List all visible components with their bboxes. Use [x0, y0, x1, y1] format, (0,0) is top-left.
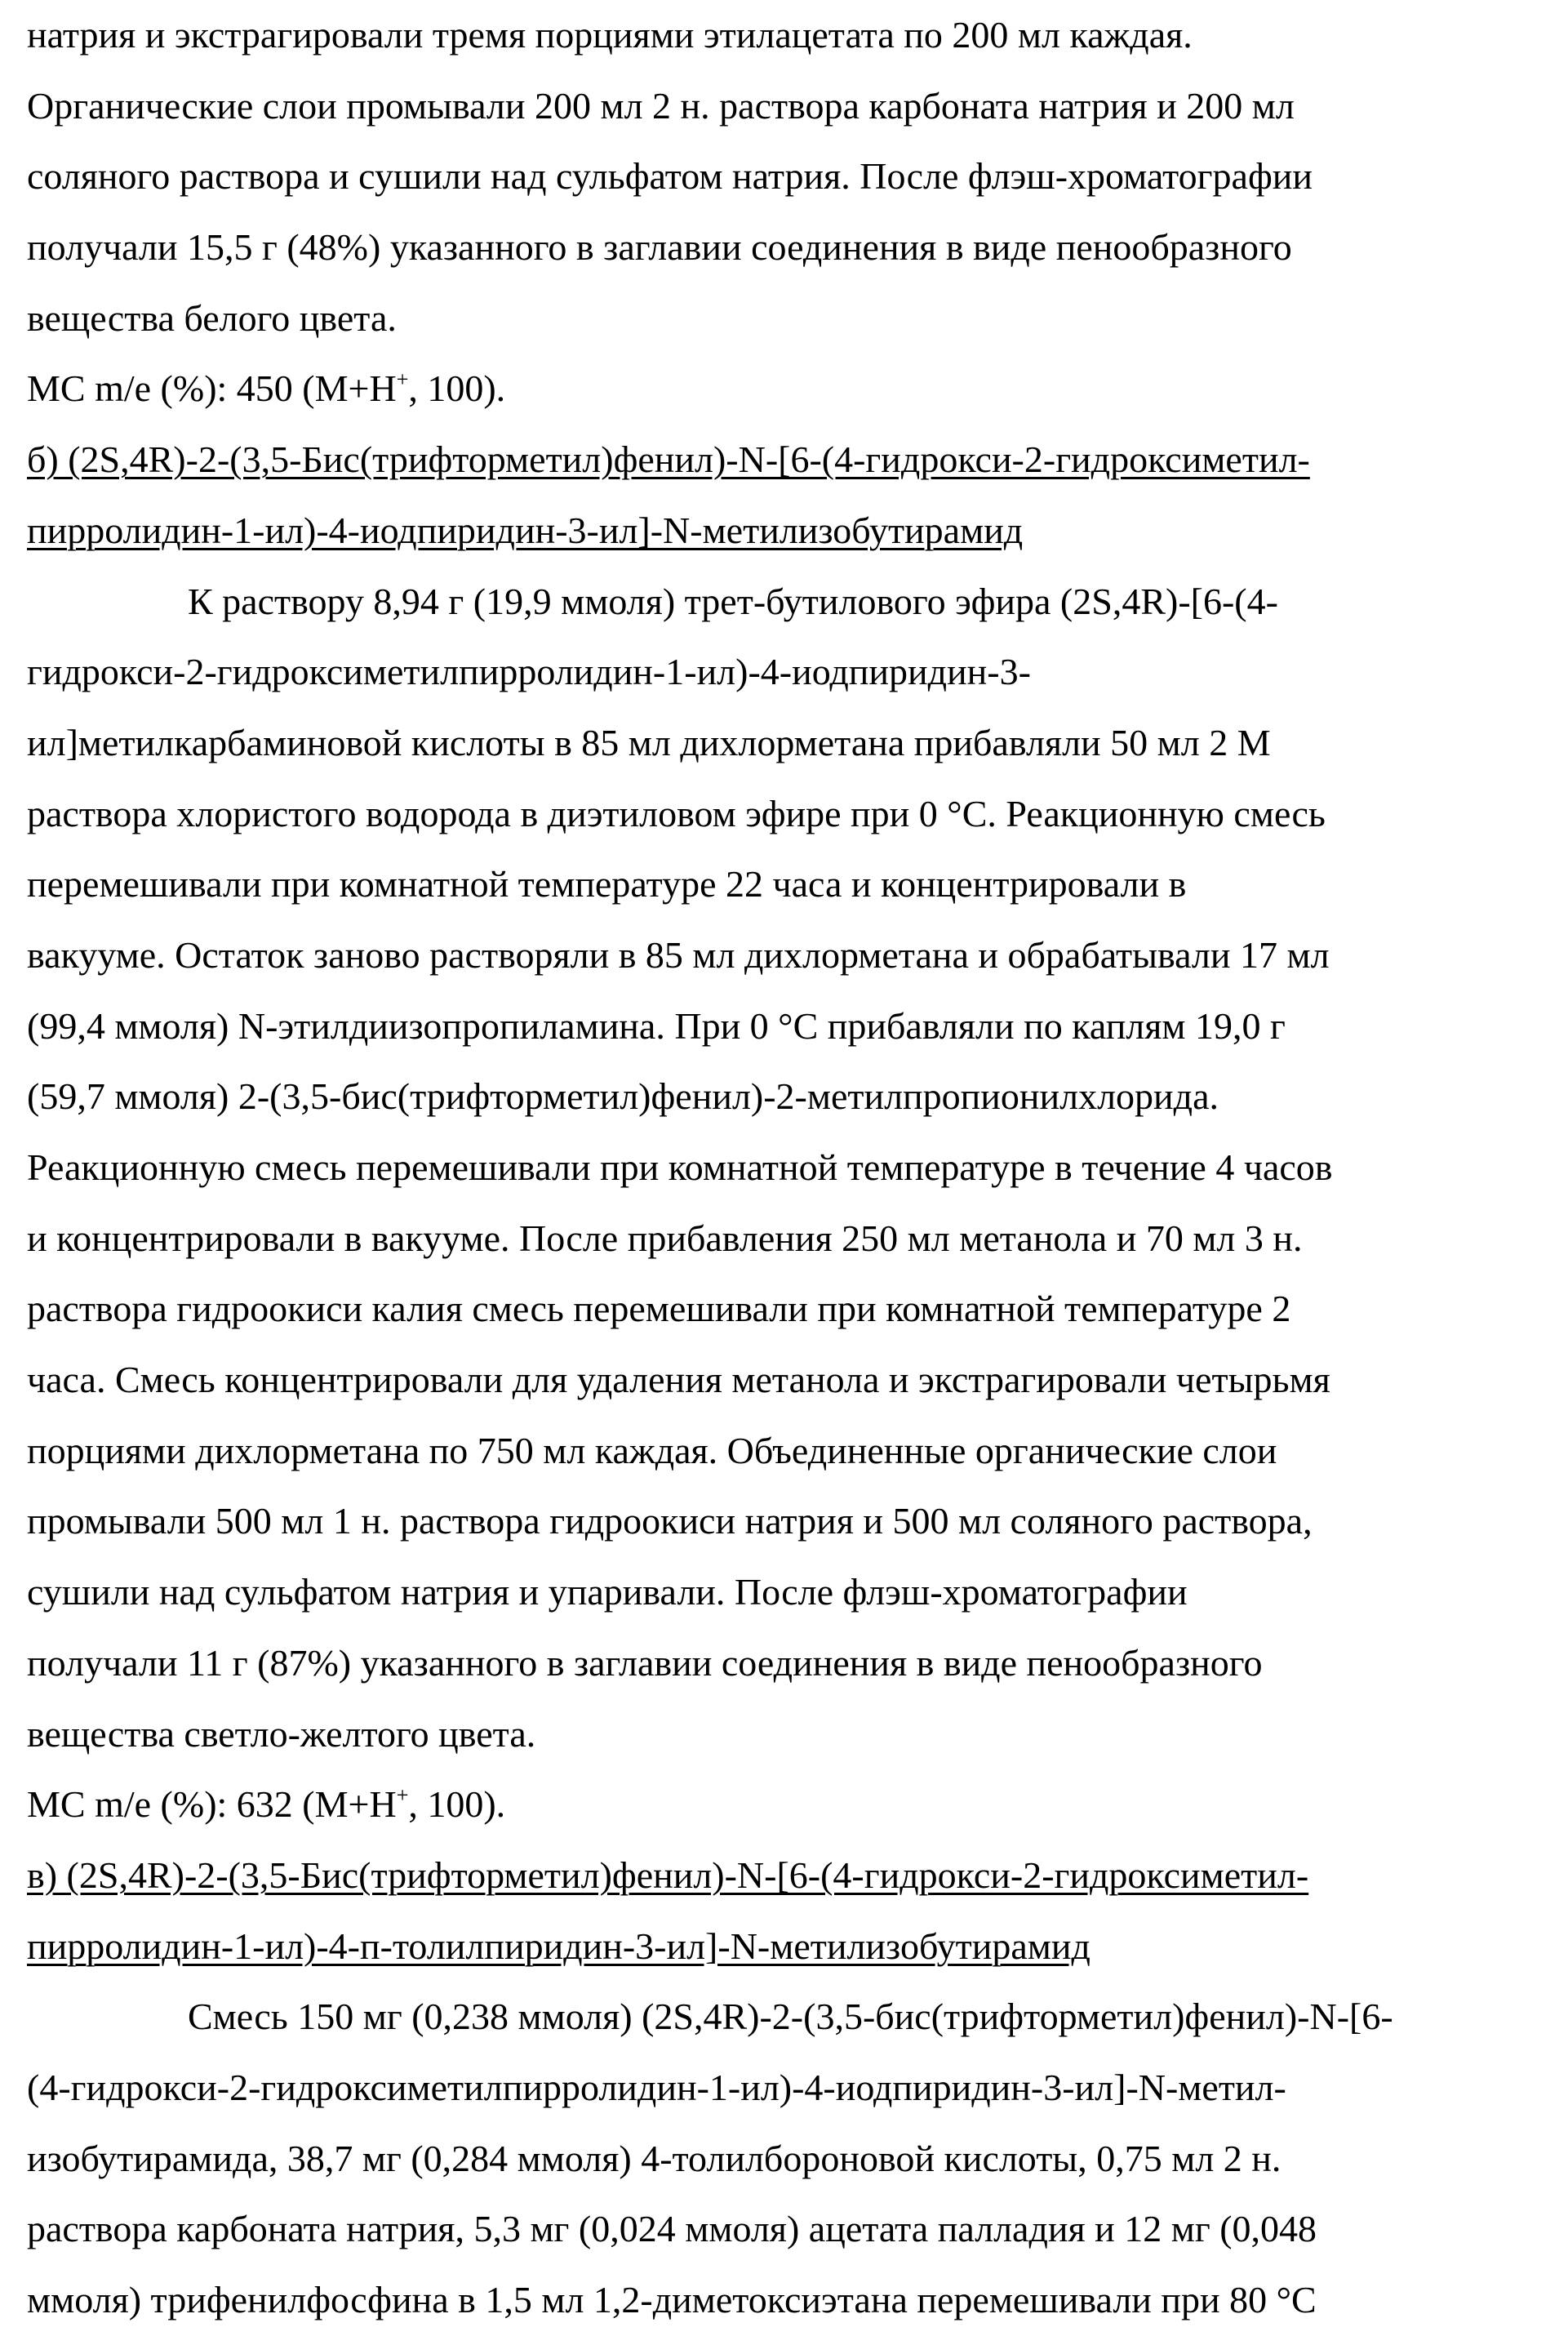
ms-result-1: [27, 354, 1568, 425]
text-line: вакууме. Остаток заново растворяли в 85 мл дихлорметана и обрабатывали 17 мл: [27, 920, 1568, 991]
text-line: К раствору 8,94 г (19,9 ммоля) трет-бутилового эфира (2S,4R)-[6-(4-: [27, 567, 1568, 638]
paragraph-v: [27, 1982, 1568, 2335]
text-line: изобутирамида, 38,7 мг (0,284 ммоля) 4-толилбороновой кислоты, 0,75 мл 2 н.: [27, 2124, 1568, 2195]
text-line: Реакционную смесь перемешивали при комнатной температуре в течение 4 часов: [27, 1132, 1568, 1204]
heading-line: пирролидин-1-ил)-4-п-толилпиридин-3-ил]-N-метилизобутирамид: [27, 1925, 1090, 1967]
ms-suffix: , 100).: [408, 367, 505, 409]
ms-result-2: [27, 1769, 1568, 1840]
text-line: (59,7 ммоля) 2-(3,5-бис(трифторметил)фенил)-2-метилпропионилхлорида.: [27, 1061, 1568, 1132]
text-line: и концентрировали в вакууме. После прибавления 250 мл метанола и 70 мл 3 н.: [27, 1204, 1568, 1275]
ms-suffix: , 100).: [408, 1783, 505, 1825]
text-line: сушили над сульфатом натрия и упаривали. После флэш-хроматографии: [27, 1557, 1568, 1628]
text-line: перемешивали при комнатной температуре 22 часа и концентрировали в: [27, 849, 1568, 920]
heading-line: б) (2S,4R)-2-(3,5-Бис(трифторметил)фенил)-N-[6-(4-гидрокси-2-гидроксиметил-: [27, 438, 1310, 480]
text-line: (99,4 ммоля) N-этилдиизопропиламина. При 0 °С прибавляли по каплям 19,0 г: [27, 991, 1568, 1062]
text-line: раствора хлористого водорода в диэтиловом эфире при 0 °С. Реакционную смесь: [27, 779, 1568, 850]
text-line: раствора гидроокиси калия смесь перемешивали при комнатной температуре 2: [27, 1274, 1568, 1345]
section-heading-b: [27, 425, 1568, 566]
text-line: соляного раствора и сушили над сульфатом натрия. После флэш-хроматографии: [27, 141, 1568, 212]
ms-superscript: +: [397, 367, 409, 391]
heading-line: пирролидин-1-ил)-4-иодпиридин-3-ил]-N-метилизобутирамид: [27, 509, 1023, 551]
text-line: вещества светло-желтого цвета.: [27, 1699, 1568, 1770]
text-line: раствора карбоната натрия, 5,3 мг (0,024 ммоля) ацетата палладия и 12 мг (0,048: [27, 2194, 1568, 2265]
text-line: ммоля) трифенилфосфина в 1,5 мл 1,2-диметоксиэтана перемешивали при 80 °С: [27, 2265, 1568, 2336]
text-line: получали 15,5 г (48%) указанного в заглавии соединения в виде пенообразного: [27, 212, 1568, 283]
paragraph-b: [27, 567, 1568, 1770]
paragraph-intro: [27, 0, 1568, 354]
ms-prefix: МС m/e (%): 450 (M+H: [27, 367, 397, 409]
section-heading-v: [27, 1840, 1568, 1982]
text-line: промывали 500 мл 1 н. раствора гидроокиси натрия и 500 мл соляного раствора,: [27, 1486, 1568, 1557]
text-line: вещества белого цвета.: [27, 283, 1568, 354]
text-line: натрия и экстрагировали тремя порциями этилацетата по 200 мл каждая.: [27, 0, 1568, 71]
text-line: порциями дихлорметана по 750 мл каждая. Объединенные органические слои: [27, 1416, 1568, 1487]
ms-prefix: МС m/e (%): 632 (M+H: [27, 1783, 397, 1825]
document-page: [0, 0, 1568, 2334]
text-line: получали 11 г (87%) указанного в заглавии соединения в виде пенообразного: [27, 1628, 1568, 1699]
text-line: ил]метилкарбаминовой кислоты в 85 мл дихлорметана прибавляли 50 мл 2 М: [27, 708, 1568, 779]
text-line: Органические слои промывали 200 мл 2 н. раствора карбоната натрия и 200 мл: [27, 71, 1568, 142]
ms-superscript: +: [397, 1783, 409, 1807]
heading-line: в) (2S,4R)-2-(3,5-Бис(трифторметил)фенил)-N-[6-(4-гидрокси-2-гидроксиметил-: [27, 1854, 1308, 1896]
text-line: Смесь 150 мг (0,238 ммоля) (2S,4R)-2-(3,5-бис(трифторметил)фенил)-N-[6-: [27, 1982, 1568, 2053]
text-line: (4-гидрокси-2-гидроксиметилпирролидин-1-ил)-4-иодпиридин-3-ил]-N-метил-: [27, 2053, 1568, 2124]
text-line: гидрокси-2-гидроксиметилпирролидин-1-ил)-4-иодпиридин-3-: [27, 637, 1568, 708]
text-line: часа. Смесь концентрировали для удаления метанола и экстрагировали четырьмя: [27, 1345, 1568, 1416]
